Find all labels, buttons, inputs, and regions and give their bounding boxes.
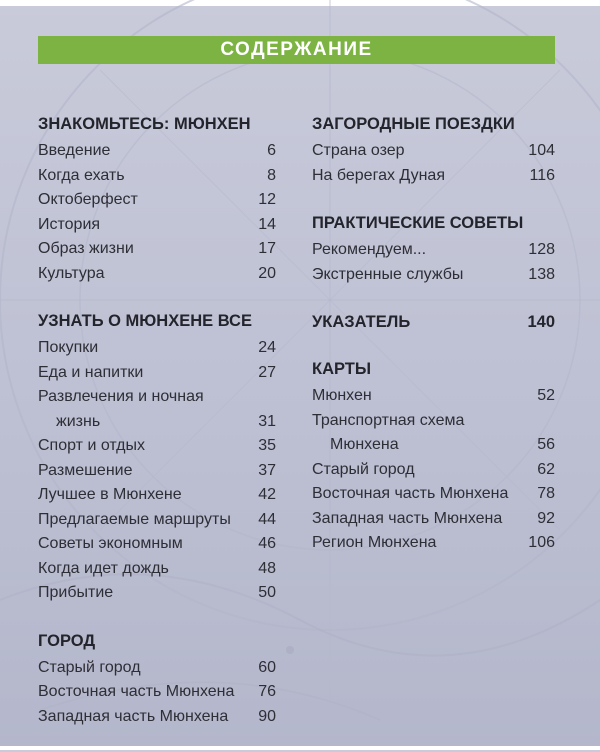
section-heading xyxy=(38,309,276,333)
toc-entry-title: Развлечения и ночная xyxy=(38,388,204,405)
toc-entry-page: 56 xyxy=(537,436,555,453)
toc-entry-title: Размешение xyxy=(38,461,133,479)
toc-entry[interactable] xyxy=(312,164,555,189)
section-heading xyxy=(312,211,555,235)
toc-entry-page: 14 xyxy=(258,215,276,233)
toc-entry-title: Старый город xyxy=(312,460,415,478)
toc-entry[interactable] xyxy=(312,433,555,458)
toc-entry[interactable] xyxy=(38,434,276,459)
toc-entry[interactable] xyxy=(38,336,276,361)
toc-entry-title: Западная часть Мюнхена xyxy=(38,707,229,725)
toc-entry-title: Еда и напитки xyxy=(38,363,144,381)
toc-entry[interactable] xyxy=(38,139,276,164)
toc-entry-title: Лучшее в Мюнхене xyxy=(38,486,182,503)
toc-entry-page: 60 xyxy=(258,658,276,676)
toc-entry-title: Восточная часть Мюнхена xyxy=(38,683,235,700)
section-heading-page: 140 xyxy=(527,313,555,331)
toc-entry[interactable] xyxy=(312,139,555,164)
toc-entry-title: Советы экономным xyxy=(38,535,183,552)
toc-entry[interactable] xyxy=(38,483,276,508)
toc-entry-page: 92 xyxy=(537,509,555,527)
toc-entry-page: 20 xyxy=(258,264,276,282)
toc-entry-page: 31 xyxy=(258,412,276,430)
toc-entry-title: Рекомендуем... xyxy=(312,241,427,258)
toc-entry[interactable] xyxy=(38,213,276,238)
toc-entry[interactable] xyxy=(312,507,555,532)
toc-entry-page: 46 xyxy=(258,535,276,552)
toc-entry-title: Введение xyxy=(38,142,111,159)
toc-entry-page: 106 xyxy=(528,534,555,551)
toc-entry-title: Восточная часть Мюнхена xyxy=(312,485,509,502)
toc-entry-title: Мюнхена xyxy=(330,436,399,453)
toc-entry[interactable] xyxy=(312,263,555,288)
toc-section xyxy=(312,357,555,556)
toc-entry-title: История xyxy=(38,215,101,233)
toc-entry[interactable] xyxy=(38,508,276,533)
toc-entry[interactable] xyxy=(312,458,555,483)
toc-entry-title: Предлагаемые маршруты xyxy=(38,510,231,528)
toc-entry[interactable] xyxy=(38,459,276,484)
right-column xyxy=(312,112,555,579)
toc-entry-page: 35 xyxy=(258,437,276,454)
toc-entry-page: 17 xyxy=(258,240,276,257)
toc-entry-title: Покупки xyxy=(38,339,99,356)
toc-entry[interactable] xyxy=(312,238,555,263)
toc-entry[interactable] xyxy=(312,482,555,507)
toc-entry-title: Регион Мюнхена xyxy=(312,534,437,551)
toc-section xyxy=(38,309,276,606)
toc-entry-page: 116 xyxy=(529,166,555,184)
toc-entry[interactable] xyxy=(38,656,276,681)
toc-entry-title: Транспортная схема xyxy=(312,411,465,429)
toc-entry-page: 27 xyxy=(258,363,276,381)
section-heading xyxy=(38,112,276,136)
toc-entry-page: 44 xyxy=(258,510,276,528)
toc-entry-page: 42 xyxy=(258,486,276,503)
toc-entry-page: 37 xyxy=(258,461,276,479)
toc-entry-page: 128 xyxy=(528,241,555,258)
toc-entry-page: 8 xyxy=(267,166,276,184)
toc-entry-page: 6 xyxy=(267,142,276,159)
toc-entry-title: Культура xyxy=(38,264,105,282)
toc-entry-title: Страна озер xyxy=(312,142,405,159)
section-heading-text: ЗНАКОМЬТЕСЬ: МЮНХЕН xyxy=(38,115,251,133)
toc-entry[interactable] xyxy=(38,705,276,730)
toc-entry-title: Когда идет дождь xyxy=(38,559,169,577)
toc-entry[interactable] xyxy=(38,410,276,435)
toc-entry[interactable] xyxy=(38,557,276,582)
toc-entry[interactable] xyxy=(38,164,276,189)
toc-entry-page: 76 xyxy=(258,683,276,700)
toc-entry-page: 90 xyxy=(258,707,276,725)
toc-entry[interactable] xyxy=(38,361,276,386)
toc-entry-title: Западная часть Мюнхена xyxy=(312,509,503,527)
section-heading-text: ГОРОД xyxy=(38,631,96,650)
toc-entry[interactable] xyxy=(38,581,276,606)
toc-entry-page: 104 xyxy=(528,142,555,159)
toc-entry[interactable] xyxy=(38,532,276,557)
toc-entry-page: 138 xyxy=(528,265,555,283)
toc-entry[interactable] xyxy=(312,409,555,434)
toc-entry-page: 78 xyxy=(537,485,555,502)
contents-header: СОДЕРЖАНИЕ xyxy=(38,36,555,64)
toc-entry-title: Прибытие xyxy=(38,584,114,601)
section-heading xyxy=(312,310,555,334)
toc-entry-title: Экстренные службы xyxy=(312,265,464,283)
toc-section xyxy=(312,211,555,287)
toc-entry[interactable] xyxy=(312,384,555,409)
page-bottom-edge xyxy=(0,746,600,750)
section-heading xyxy=(312,357,555,381)
section-heading xyxy=(312,112,555,136)
toc-entry-page: 52 xyxy=(537,387,555,404)
toc-section xyxy=(312,310,555,334)
toc-entry[interactable] xyxy=(312,531,555,556)
toc-entry-title: Мюнхен xyxy=(312,387,372,404)
toc-entry[interactable] xyxy=(38,680,276,705)
toc-section xyxy=(312,112,555,188)
toc-entry-title: Старый город xyxy=(38,658,141,676)
toc-entry-title: Октоберфест xyxy=(38,191,138,208)
toc-entry-page: 50 xyxy=(258,584,276,601)
toc-entry[interactable] xyxy=(38,188,276,213)
toc-entry-page: 48 xyxy=(258,559,276,577)
toc-entry-title: Когда ехать xyxy=(38,166,125,184)
toc-entry-page: 62 xyxy=(537,460,555,478)
toc-section xyxy=(38,112,276,286)
toc-entry[interactable] xyxy=(38,237,276,262)
toc-entry-title: Спорт и отдых xyxy=(38,437,145,454)
section-heading-text: ЗАГОРОДНЫЕ ПОЕЗДКИ xyxy=(312,115,515,133)
toc-entry[interactable] xyxy=(38,262,276,287)
toc-entry-page: 24 xyxy=(258,339,276,356)
section-heading-text: УЗНАТЬ О МЮНХЕНЕ ВСЕ xyxy=(38,312,252,330)
section-heading-text: ПРАКТИЧЕСКИЕ СОВЕТЫ xyxy=(312,214,524,232)
toc-entry[interactable] xyxy=(38,385,276,410)
toc-entry-title: На берегах Дуная xyxy=(312,166,445,184)
toc-section xyxy=(38,629,276,730)
section-heading-text: УКАЗАТЕЛЬ xyxy=(312,313,411,331)
toc-entry-page: 12 xyxy=(258,191,276,208)
left-column xyxy=(38,112,276,752)
toc-entry-title: жизнь xyxy=(56,412,101,430)
section-heading-text: КАРТЫ xyxy=(312,360,372,378)
toc-entry-title: Образ жизни xyxy=(38,240,134,257)
section-heading xyxy=(38,629,276,653)
